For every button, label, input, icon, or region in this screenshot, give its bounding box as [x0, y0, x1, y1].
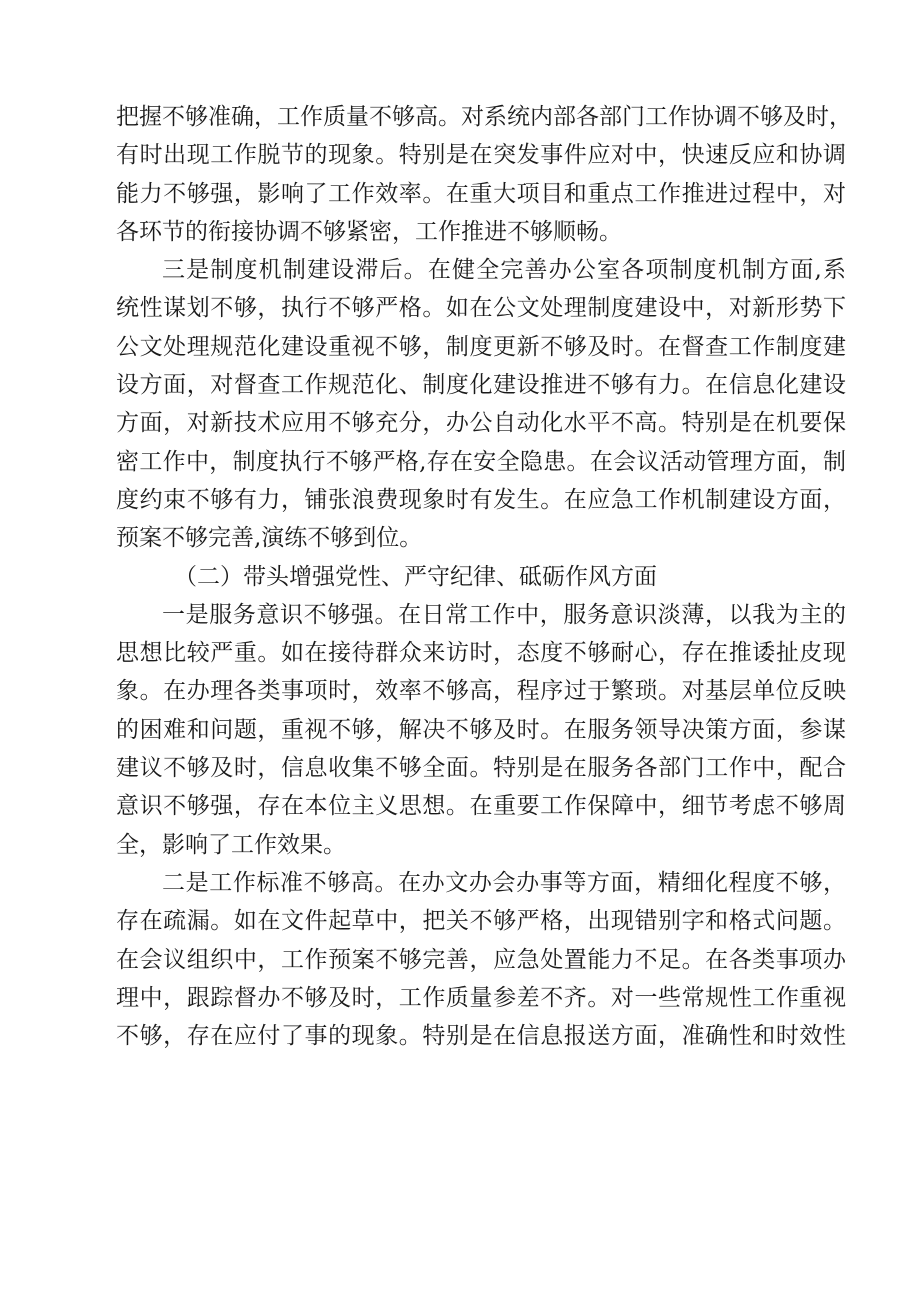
- text-line: 存在疏漏。如在文件起草中，把关不够严格，出现错别字和格式问题。: [116, 908, 846, 935]
- text-line: 度约束不够有力，铺张浪费现象时有发生。在应急工作机制建设方面，: [116, 486, 846, 513]
- text-line: 统性谋划不够，执行不够严格。如在公文处理制度建设中，对新形势下: [116, 295, 846, 322]
- text-line: 各环节的衔接协调不够紧密，工作推进不够顺畅。: [116, 218, 622, 245]
- text-line: 一是服务意识不够强。在日常工作中，服务意识淡薄，以我为主的: [162, 601, 846, 628]
- text-line: 有时出现工作脱节的现象。特别是在突发事件应对中，快速反应和协调: [116, 142, 846, 169]
- text-line: 全，影响了工作效果。: [116, 831, 346, 858]
- text-line: 理中，跟踪督办不够及时，工作质量参差不齐。对一些常规性工作重视: [116, 984, 846, 1011]
- text-line: 象。在办理各类事项时，效率不够高，程序过于繁琐。对基层单位反映: [116, 678, 846, 705]
- text-line: 意识不够强，存在本位主义思想。在重要工作保障中，细节考虑不够周: [116, 793, 846, 820]
- text-line: 的困难和问题，重视不够，解决不够及时。在服务领导决策方面，参谋: [116, 716, 846, 743]
- text-line: 建议不够及时，信息收集不够全面。特别是在服务各部门工作中，配合: [116, 755, 846, 782]
- text-line: 不够，存在应付了事的现象。特别是在信息报送方面，准确性和时效性: [116, 1023, 846, 1050]
- text-line: 方面，对新技术应用不够充分，办公自动化水平不高。特别是在机要保: [116, 410, 846, 437]
- text-line: 思想比较严重。如在接待群众来访时，态度不够耐心，存在推诿扯皮现: [116, 640, 846, 667]
- body-paragraph: [116, 98, 852, 251]
- section-heading: （二）带头增强党性、严守纪律、砥砺作风方面: [174, 563, 657, 590]
- text-line: 设方面，对督查工作规范化、制度化建设推进不够有力。在信息化建设: [116, 372, 846, 399]
- body-paragraph: [116, 864, 846, 1055]
- text-line: 能力不够强，影响了工作效率。在重大项目和重点工作推进过程中，对: [116, 180, 846, 207]
- text-line: 公文处理规范化建设重视不够，制度更新不够及时。在督查工作制度建: [116, 333, 846, 360]
- text-line: 二是工作标准不够高。在办文办会办事等方面，精细化程度不够，: [162, 869, 846, 896]
- text-line: 密工作中，制度执行不够严格,存在安全隐患。在会议活动管理方面，制: [116, 448, 846, 475]
- body-paragraph: [116, 251, 846, 557]
- text-line: 预案不够完善,演练不够到位。: [116, 525, 423, 552]
- text-line: 三是制度机制建设滞后。在健全完善办公室各项制度机制方面,系: [162, 257, 846, 284]
- document-page: [116, 98, 852, 1055]
- text-line: 在会议组织中，工作预案不够完善，应急处置能力不足。在各类事项办: [116, 946, 846, 973]
- text-line: 把握不够准确，工作质量不够高。对系统内部各部门工作协调不够及时，: [116, 104, 852, 130]
- body-paragraph: [116, 596, 846, 864]
